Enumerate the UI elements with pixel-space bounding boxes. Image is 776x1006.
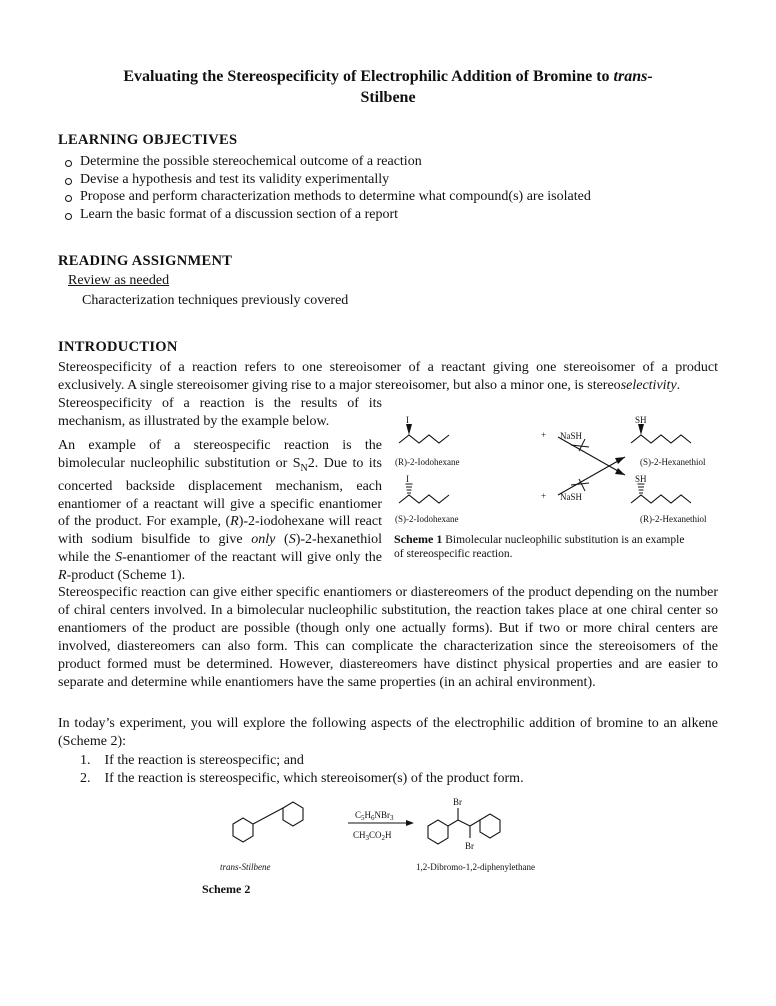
reading-heading: READING ASSIGNMENT: [58, 253, 233, 269]
reagent-label: NaSH: [560, 492, 582, 502]
plus-sign: +: [541, 430, 547, 440]
reactant-label: trans-Stilbene: [220, 862, 271, 872]
intro-paragraph-1: Stereospecificity of a reaction refers to one stereoisomer of a reactant giving one stereoisomer of a product exclusively. A single stereoisomer giving rise to a major stereoisomer, but also a minor one, is stereoselectivity.: [58, 360, 718, 393]
scheme-2-diagram: [218, 796, 548, 878]
hexane-chain-2: [399, 495, 449, 503]
iodine-atom: I: [406, 415, 409, 425]
hexanethiol-chain-1: [631, 435, 691, 443]
reading-subheading: Review as needed: [68, 273, 170, 288]
arrow-head: [406, 820, 414, 826]
reagent-label: NaSH: [560, 431, 582, 441]
arrow-head: [615, 457, 625, 464]
list-item: Propose and perform characterization methods to determine what compound(s) are isolated: [58, 188, 698, 206]
benzene-ring: [428, 820, 448, 844]
benzene-ring: [233, 818, 253, 842]
compound-label: (S)-2-Iodohexane: [395, 514, 459, 524]
compound-label: (S)-2-Hexanethiol: [640, 457, 706, 467]
list-item: Devise a hypothesis and test its validity experimentally: [58, 171, 698, 189]
plus-sign: +: [541, 491, 547, 501]
compound-label: (R)-2-Iodohexane: [395, 457, 460, 467]
benzene-ring: [283, 802, 303, 826]
intro-paragraph-2: Stereospecificity of a reaction is the results of its mechanism, as illustrated by the example below.: [58, 396, 382, 429]
bromine-atom: Br: [453, 797, 462, 807]
scheme-2-caption: Scheme 2: [202, 882, 251, 896]
benzene-ring: [480, 814, 500, 838]
arrow-line: [558, 437, 625, 475]
product-label: 1,2-Dibromo-1,2-diphenylethane: [416, 862, 535, 872]
page-title: Evaluating the Stereospecificity of Electrophilic Addition of Bromine to trans- Stilbene: [123, 68, 653, 106]
intro-heading: INTRODUCTION: [58, 339, 178, 355]
wedge-bond: [638, 424, 644, 435]
objectives-list: [58, 153, 698, 223]
list-item: Determine the possible stereochemical outcome of a reaction: [58, 153, 698, 171]
scheme-1-caption: Scheme 1 Bimolecular nucleophilic substitution is an example of stereospecific reaction.: [394, 532, 685, 560]
iodine-atom: I: [406, 474, 409, 484]
list-item: Learn the basic format of a discussion section of a report: [58, 206, 698, 224]
title-italic: trans-: [613, 68, 653, 85]
svg-text:C5H6NBr3: $C_5H_6NBr_3$: [355, 810, 394, 822]
compound-label: (R)-2-Hexanethiol: [640, 514, 707, 524]
wedge-bond: [406, 424, 412, 435]
arrow-line: [558, 457, 625, 495]
hexanethiol-chain-2: [631, 495, 691, 503]
scheme-1-diagram: [393, 415, 723, 527]
aims-list: [80, 752, 524, 788]
hexane-chain-1: [399, 435, 449, 443]
intro-paragraph-5: In today’s experiment, you will explore the following aspects of the electrophilic addition of bromine to an alkene (Scheme 2):: [58, 716, 718, 749]
intro-paragraph-4: Stereospecific reaction can give either specific enantiomers or diastereomers of the product depending on the number of chiral centers involved. In a bimolecular nucleophilic substitution, the reaction takes place at one chiral center so enantiomers of the product are possible (though only one actually forms). But if two or more chiral centers are involved, diastereomers can also form. This can complicate the characterization since the stereoisomers of the product formed must be determined. However, diastereomers have distinct physical properties and are easier to separate and determine while enantiomers have the same properties (in an achiral environment).: [58, 585, 718, 690]
bromine-atom: Br: [465, 841, 474, 851]
thiol-group: SH: [635, 415, 647, 425]
objectives-heading: LEARNING OBJECTIVES: [58, 132, 238, 148]
svg-text:CH3CO2H: $CH_3CO_2H$: [353, 830, 392, 842]
list-item: 1. If the reaction is stereospecific; and: [80, 753, 304, 768]
list-item: 2. If the reaction is stereospecific, which stereoisomer(s) of the product form.: [80, 771, 524, 786]
thiol-group: SH: [635, 474, 647, 484]
reading-item: Characterization techniques previously covered: [82, 293, 349, 308]
arrow-head: [615, 468, 625, 475]
intro-paragraph-3: An example of a stereospecific reaction is the bimolecular nucleophilic substitution or $S_N2$. Due to its concerted backside displacement mechanism, each enantiomer of a reactant will give a specific enantiomer of the product. For example, (R)-2-iodohexane will react with sodium bisulfide to give only (S)-2-hexanethiol while the S-enantiomer of the reactant will give only the R-product (Scheme 1).: [58, 438, 382, 584]
